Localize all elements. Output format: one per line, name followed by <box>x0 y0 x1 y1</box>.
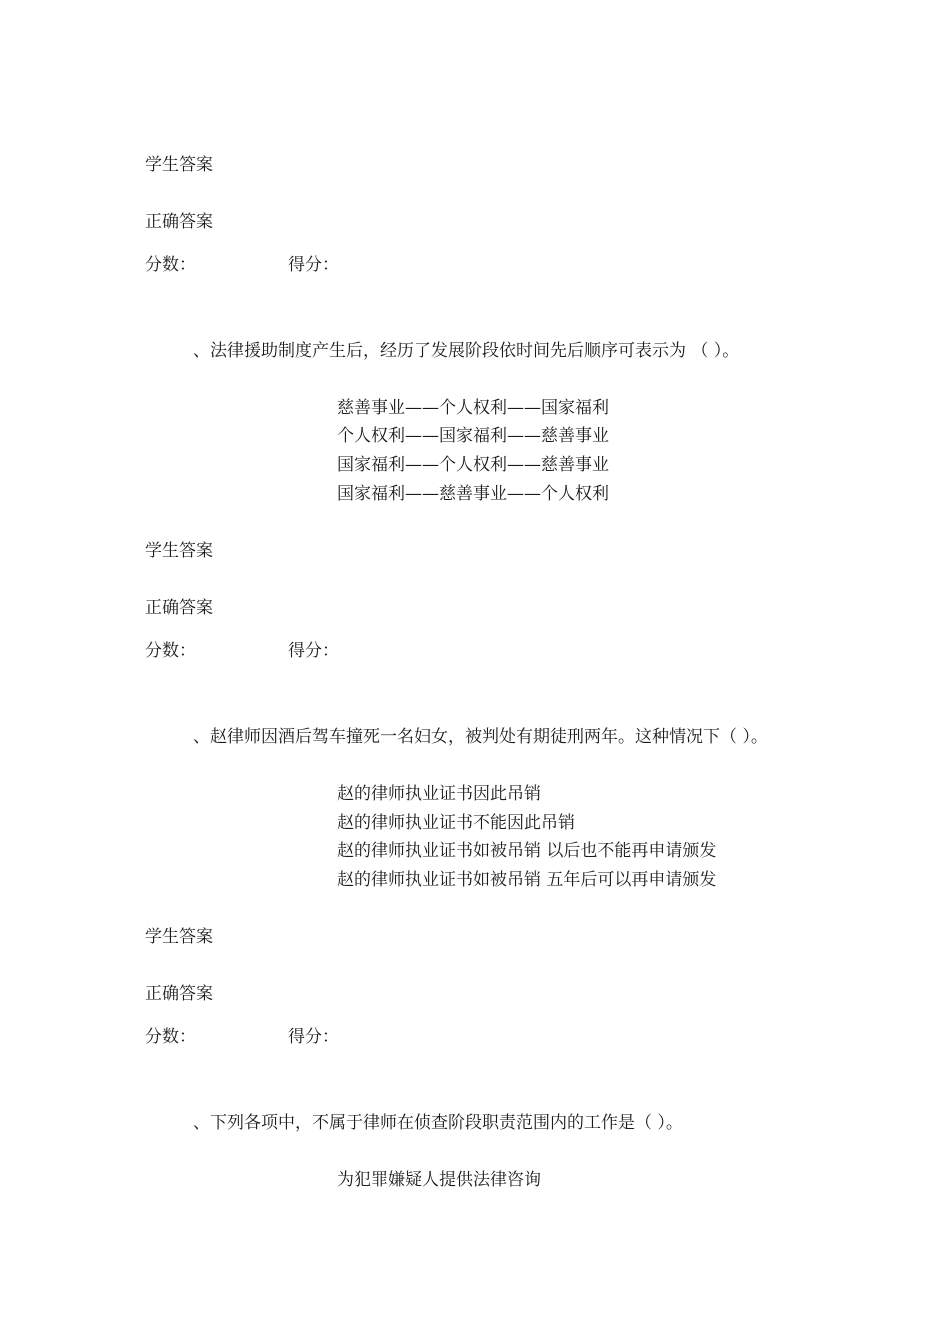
question-1-option-b: 个人权利——国家福利——慈善事业 <box>337 426 609 446</box>
student-answer-label: 学生答案 <box>145 927 213 947</box>
question-1-option-c: 国家福利——个人权利——慈善事业 <box>337 455 609 475</box>
question-2-option-d: 赵的律师执业证书如被吊销 五年后可以再申请颁发 <box>337 870 717 890</box>
student-answer-label: 学生答案 <box>145 541 213 561</box>
score-label: 分数： <box>145 255 196 275</box>
correct-answer-label: 正确答案 <box>145 212 213 232</box>
score-label: 分数： <box>145 1027 196 1047</box>
question-2-text: 、赵律师因酒后驾车撞死一名妇女，被判处有期徒刑两年。这种情况下（ ）。 <box>193 727 768 747</box>
obtained-score-label: 得分： <box>288 255 339 275</box>
question-2-option-a: 赵的律师执业证书因此吊销 <box>337 784 541 804</box>
obtained-score-label: 得分： <box>288 641 339 661</box>
score-label: 分数： <box>145 641 196 661</box>
obtained-score-label: 得分： <box>288 1027 339 1047</box>
student-answer-label: 学生答案 <box>145 155 213 175</box>
question-3-text: 、下列各项中，不属于律师在侦查阶段职责范围内的工作是（ ）。 <box>193 1113 683 1133</box>
question-1-option-a: 慈善事业——个人权利——国家福利 <box>337 398 609 418</box>
question-2-option-b: 赵的律师执业证书不能因此吊销 <box>337 813 575 833</box>
question-3-option-a: 为犯罪嫌疑人提供法律咨询 <box>337 1170 541 1190</box>
correct-answer-label: 正确答案 <box>145 598 213 618</box>
question-2-option-c: 赵的律师执业证书如被吊销 以后也不能再申请颁发 <box>337 841 717 861</box>
correct-answer-label: 正确答案 <box>145 984 213 1004</box>
question-1-option-d: 国家福利——慈善事业——个人权利 <box>337 484 609 504</box>
question-1-text: 、法律援助制度产生后，经历了发展阶段依时间先后顺序可表示为 （ ）。 <box>193 341 740 361</box>
